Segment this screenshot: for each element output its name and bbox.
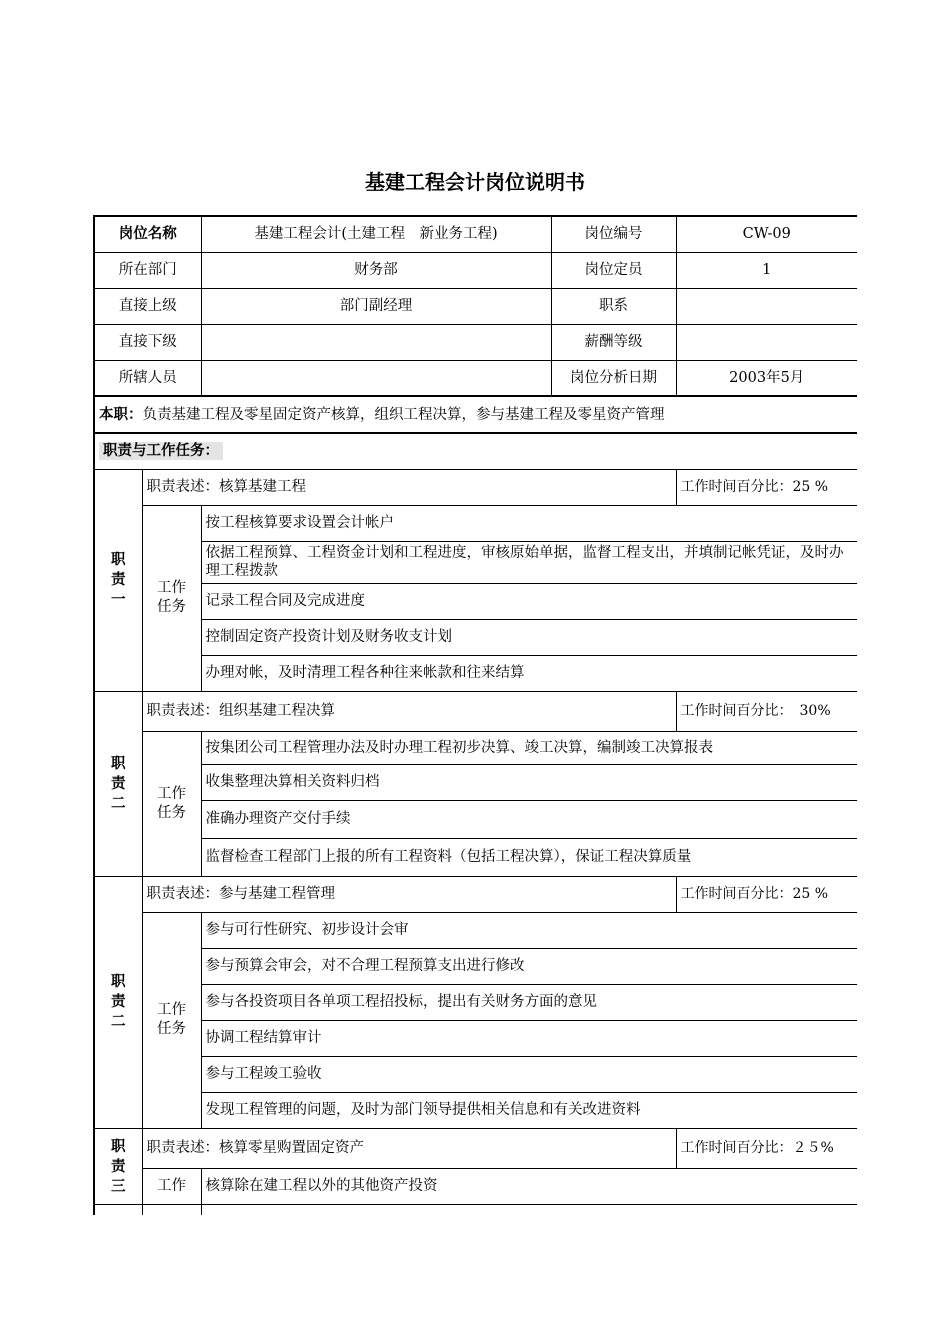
duty-2-desc: 职责表述：组织基建工程决算 bbox=[142, 691, 676, 731]
task-label-text: 工作 任务 bbox=[157, 1002, 186, 1037]
task-label-text: 工作 任务 bbox=[157, 580, 186, 615]
duty-summary-label: 本职： bbox=[99, 406, 143, 423]
duty-1-desc: 职责表述：核算基建工程 bbox=[142, 469, 676, 505]
duty-2-task-label bbox=[142, 731, 201, 876]
duty-3-task-1: 参与可行性研究、初步设计会审 bbox=[201, 912, 857, 948]
duty-1-task-4: 控制固定资产投资计划及财务收支计划 bbox=[201, 619, 857, 655]
duty-2-pct: 工作时间百分比： 30% bbox=[676, 691, 857, 731]
post-no-label: 岗位编号 bbox=[551, 216, 676, 252]
duty-4-task-label: 工作 bbox=[142, 1168, 201, 1204]
duty-4-label bbox=[94, 1128, 142, 1204]
duty-2-task-4: 监督检查工程部门上报的所有工程资料（包括工程决算），保证工程决算质量 bbox=[201, 838, 857, 876]
post-no-value: CW-09 bbox=[676, 216, 857, 252]
salary-value bbox=[676, 324, 857, 360]
superior-value: 部门副经理 bbox=[201, 288, 551, 324]
job-description-table bbox=[93, 215, 857, 1215]
duty-1-pct: 工作时间百分比：25 % bbox=[676, 469, 857, 505]
headcount-label: 岗位定员 bbox=[551, 252, 676, 288]
duty-2-name: 职责二 bbox=[111, 755, 126, 812]
duty-3-name: 职责二 bbox=[111, 974, 126, 1030]
duty-4-name: 职责三 bbox=[111, 1138, 126, 1195]
duty-1-task-2: 依据工程预算、工程资金计划和工程进度，审核原始单据，监督工程支出，并填制记帐凭证，及时办理工程拨款 bbox=[201, 541, 857, 583]
duty-summary bbox=[94, 396, 857, 433]
page-title: 基建工程会计岗位说明书 bbox=[365, 170, 585, 194]
duty-4-desc: 职责表述：核算零星购置固定资产 bbox=[142, 1128, 676, 1168]
superior-label: 直接上级 bbox=[94, 288, 201, 324]
task-label-text: 工作 任务 bbox=[157, 785, 186, 821]
post-name-value: 基建工程会计(土建工程 新业务工程) bbox=[201, 216, 551, 252]
duty-3-task-6: 发现工程管理的问题，及时为部门领导提供相关信息和有关改进资料 bbox=[201, 1092, 857, 1128]
duty-2-task-2: 收集整理决算相关资料归档 bbox=[201, 764, 857, 800]
duty-3-task-label bbox=[142, 912, 201, 1128]
dept-label: 所在部门 bbox=[94, 252, 201, 288]
duty-3-task-2: 参与预算会审会，对不合理工程预算支出进行修改 bbox=[201, 948, 857, 984]
staff-value bbox=[201, 360, 551, 396]
duty-1-label bbox=[94, 469, 142, 691]
duty-1-task-3: 记录工程合同及完成进度 bbox=[201, 583, 857, 619]
job-series-label: 职系 bbox=[551, 288, 676, 324]
analysis-date-label: 岗位分析日期 bbox=[551, 360, 676, 396]
duty-1-task-label bbox=[142, 505, 201, 691]
dept-value: 财务部 bbox=[201, 252, 551, 288]
duty-3-desc: 职责表述：参与基建工程管理 bbox=[142, 876, 676, 912]
duty-summary-text: 负责基建工程及零星固定资产核算，组织工程决算，参与基建工程及零星资产管理 bbox=[142, 406, 665, 423]
duty-1-name: 职责一 bbox=[111, 552, 126, 608]
duty-2-task-1: 按集团公司工程管理办法及时办理工程初步决算、竣工决算，编制竣工决算报表 bbox=[201, 731, 857, 764]
staff-label: 所辖人员 bbox=[94, 360, 201, 396]
duty-4-pct: 工作时间百分比：２５% bbox=[676, 1128, 857, 1168]
subordinate-label: 直接下级 bbox=[94, 324, 201, 360]
duty-1-task-5: 办理对帐，及时清理工程各种往来帐款和往来结算 bbox=[201, 655, 857, 691]
salary-label: 薪酬等级 bbox=[551, 324, 676, 360]
duty-3-task-5: 参与工程竣工验收 bbox=[201, 1056, 857, 1092]
duty-1-task-1: 按工程核算要求设置会计帐户 bbox=[201, 505, 857, 541]
headcount-value: 1 bbox=[676, 252, 857, 288]
analysis-date-value: 2003年5月 bbox=[676, 360, 857, 396]
post-name-label: 岗位名称 bbox=[94, 216, 201, 252]
subordinate-value bbox=[201, 324, 551, 360]
duty-3-label bbox=[94, 876, 142, 1128]
duty-3-pct: 工作时间百分比：25 % bbox=[676, 876, 857, 912]
job-series-value bbox=[676, 288, 857, 324]
duty-2-task-3: 准确办理资产交付手续 bbox=[201, 800, 857, 838]
duty-3-task-4: 协调工程结算审计 bbox=[201, 1020, 857, 1056]
duty-2-label bbox=[94, 691, 142, 876]
duty-4-task-1: 核算除在建工程以外的其他资产投资 bbox=[201, 1168, 857, 1204]
tasks-header: 职责与工作任务： bbox=[94, 433, 857, 469]
duty-3-task-3: 参与各投资项目各单项工程招投标，提出有关财务方面的意见 bbox=[201, 984, 857, 1020]
